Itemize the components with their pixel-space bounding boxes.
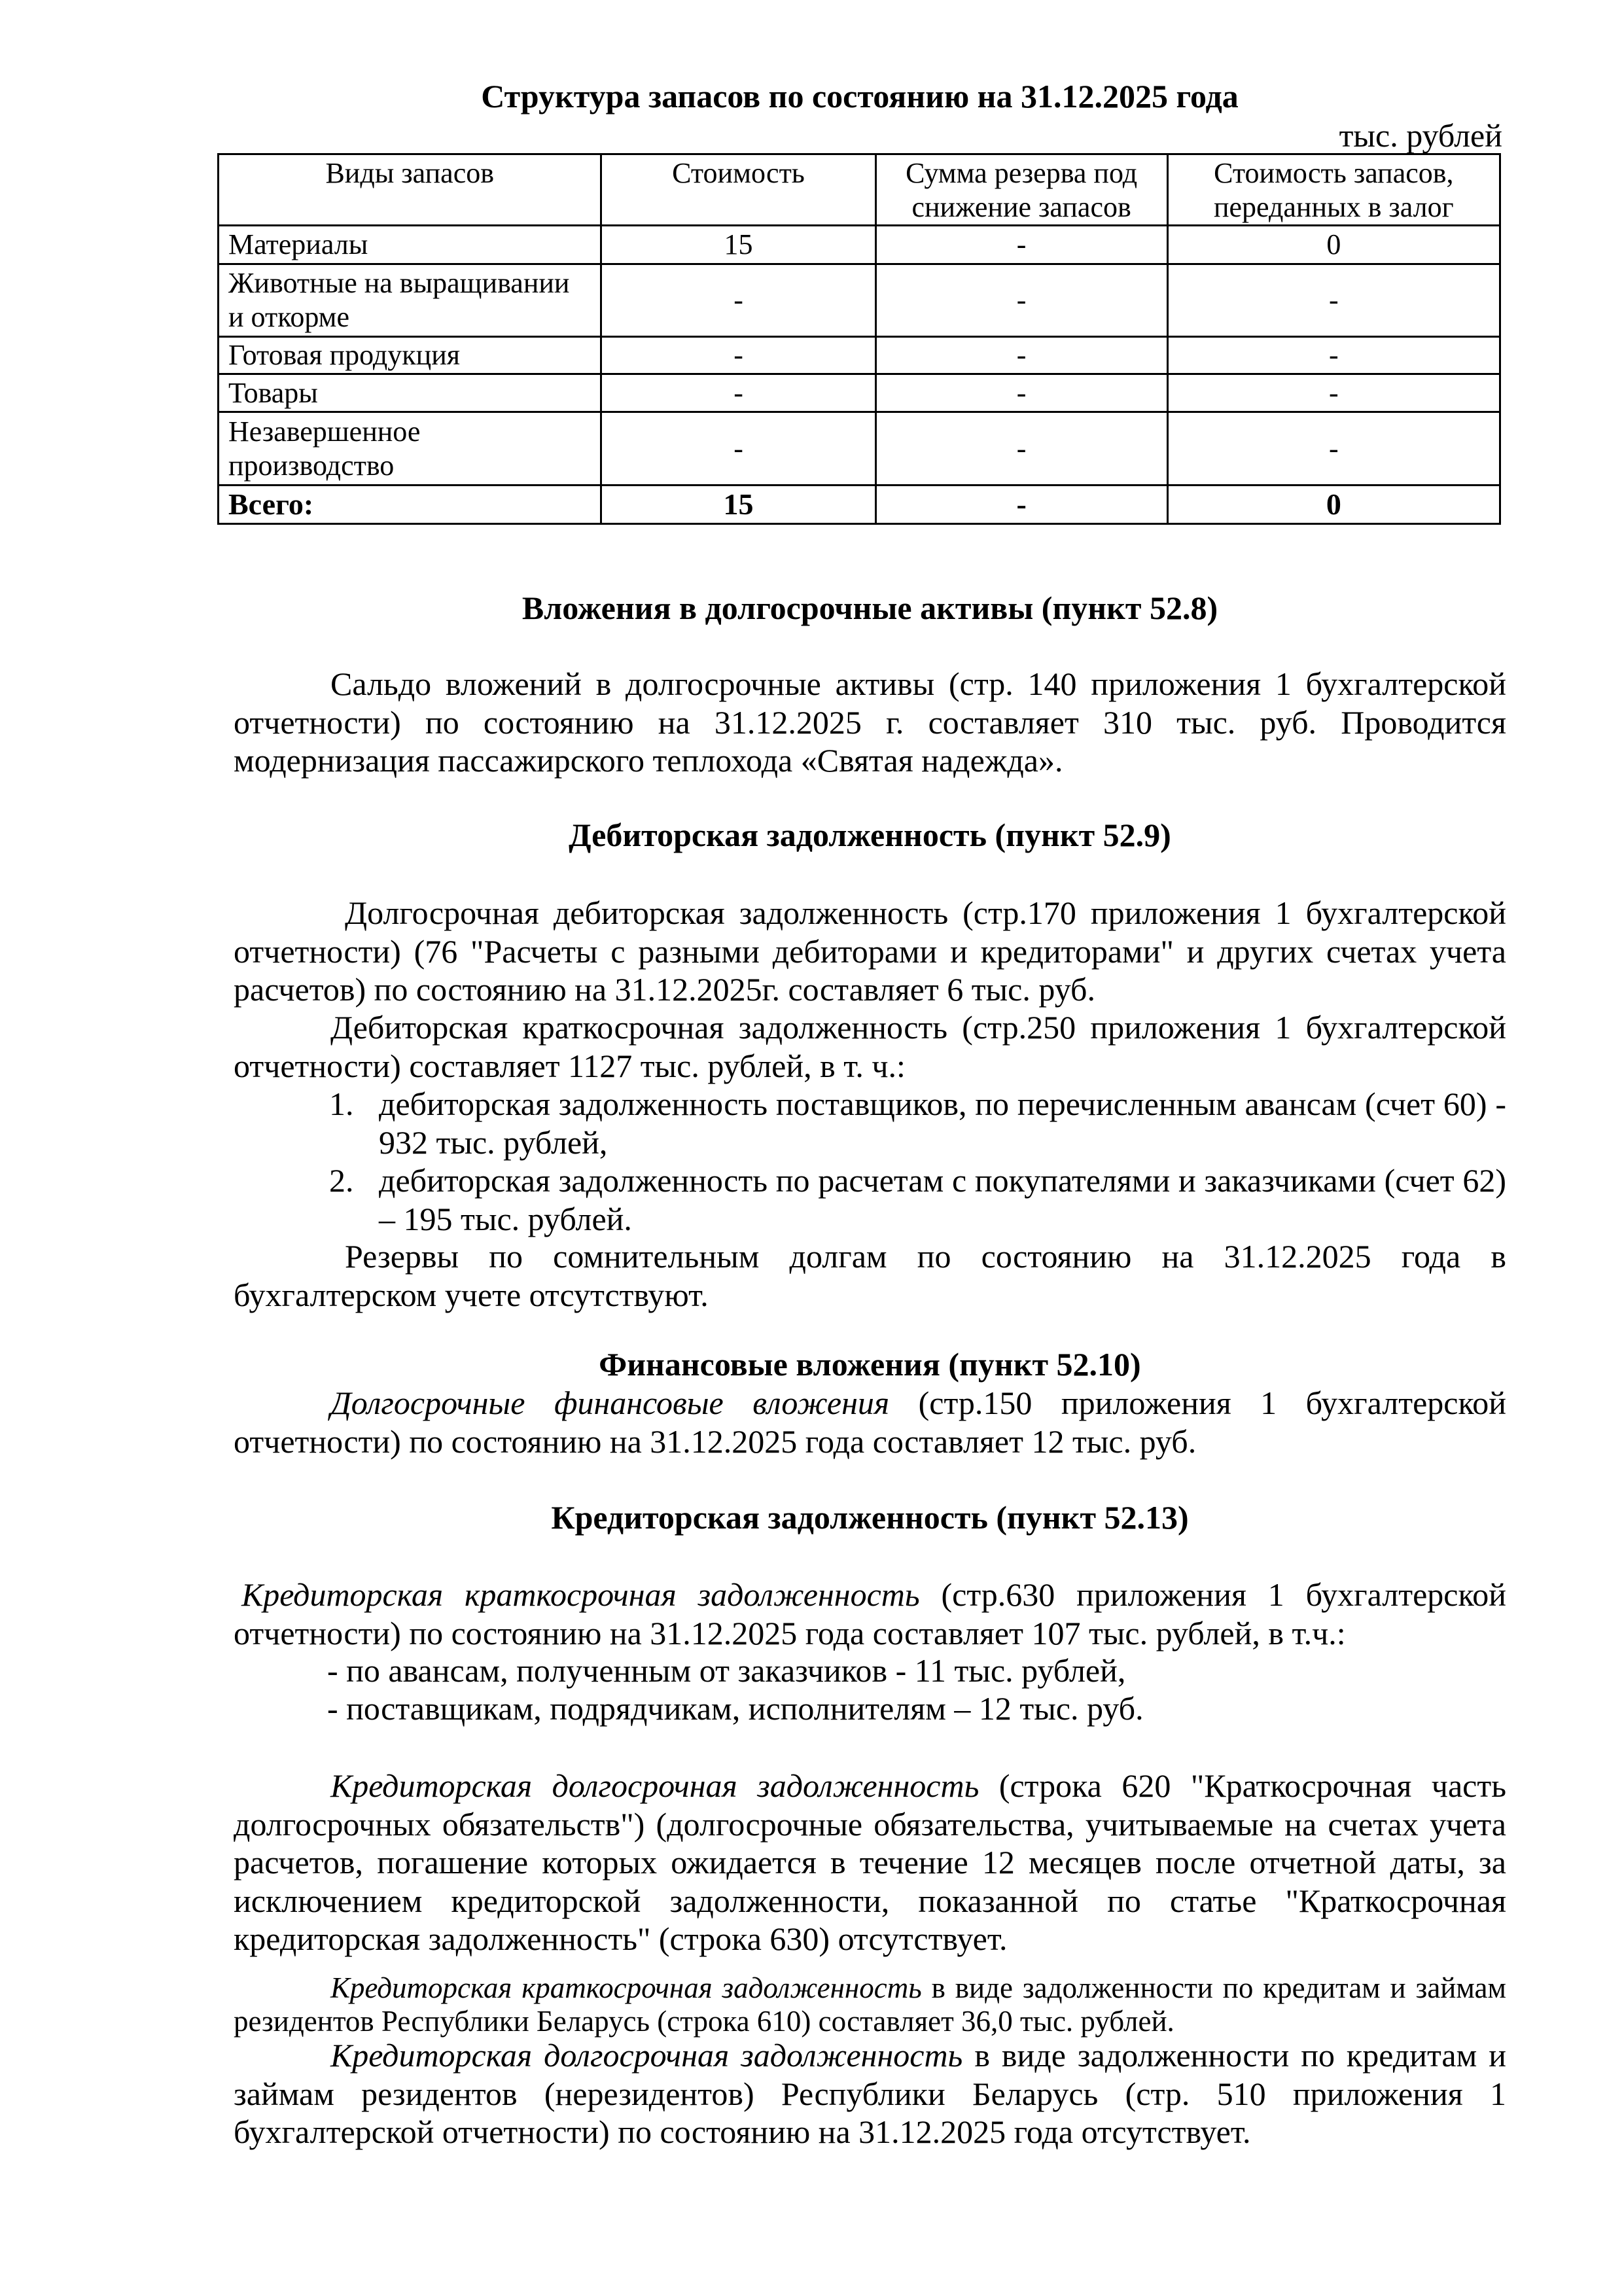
total-pledged: 0 [1167, 486, 1500, 524]
paragraph-text: Долгосрочная дебиторская задолженность (стр.170 приложения 1 бухгалтерской отчетности) (76 "Расчеты с разными дебиторами и кредиторами" и других счетах учета расчетов) по состоянию на 31.12.2025г. составляет 6 тыс. руб. [234, 894, 1506, 1008]
table-total-row [219, 486, 1500, 524]
row-pledged: - [1167, 374, 1500, 412]
paragraph-529-long-term [234, 894, 1506, 1009]
table-header-row [219, 154, 1500, 226]
paragraph-529-reserves [234, 1237, 1506, 1314]
italic-term: Кредиторская краткосрочная задолженность [241, 1576, 920, 1613]
header-cost: Стоимость [601, 154, 875, 226]
row-reserve: - [875, 226, 1167, 264]
paragraph-5213-short-term [234, 1576, 1506, 1652]
header-type: Виды запасов [219, 154, 601, 226]
italic-term: Кредиторская краткосрочная задолженность [330, 1971, 922, 2004]
row-pledged: - [1167, 412, 1500, 486]
total-label: Всего: [219, 486, 601, 524]
paragraph-5213-loans-short [234, 1971, 1506, 2038]
italic-term: Кредиторская долгосрочная задолженность [330, 1767, 980, 1804]
total-reserve: - [875, 486, 1167, 524]
row-reserve: - [875, 337, 1167, 374]
row-reserve: - [875, 412, 1167, 486]
paragraph-5213-loans-long [234, 2036, 1506, 2151]
paragraph-text: в виде задолженности по кредитам и займам резидентов (нерезидентов) Республики Беларусь (стр. 510 приложения 1 бухгалтерской отчетности) по состоянию на 31.12.2025 года отсутствует. [234, 2037, 1506, 2150]
list-number: 1. [329, 1086, 354, 1122]
receivables-list [234, 1085, 1506, 1238]
section-heading-5213: Кредиторская задолженность (пункт 52.13) [551, 1499, 1189, 1536]
row-type: Материалы [219, 226, 601, 264]
row-type: Готовая продукция [219, 337, 601, 374]
paragraph-text: Сальдо вложений в долгосрочные активы (стр. 140 приложения 1 бухгалтерской отчетности) по состоянию на 31.12.2025 г. составляет 310 тыс. руб. Проводится модернизация пассажирского теплохода «Святая надежда». [234, 665, 1506, 779]
list-text: дебиторская задолженность поставщиков, по перечисленным авансам (счет 60) - 932 тыс. рублей, [379, 1086, 1506, 1161]
table-row [219, 412, 1500, 486]
row-cost: - [601, 337, 875, 374]
units-label: тыс. рублей [1339, 117, 1502, 154]
table-row [219, 264, 1500, 337]
row-pledged: - [1167, 264, 1500, 337]
table-row [219, 337, 1500, 374]
inventory-table [217, 153, 1501, 525]
italic-term: Кредиторская долгосрочная задолженность [330, 2037, 963, 2074]
list-item [234, 1161, 1506, 1238]
paragraph-text: (стр.630 приложения 1 бухгалтерской отчетности) по состоянию на 31.12.2025 года составляет 107 тыс. рублей, в т.ч.: [234, 1576, 1506, 1651]
paragraph-528 [234, 665, 1506, 780]
paragraph-text: (строка 620 "Краткосрочная часть долгосрочных обязательств") (долгосрочные обязательства, учитываемые на счетах учета расчетов, погашение которых ожидается в течение 12 месяцев после отчетной даты, за исключением кредиторской задолженности, показанной по статье "Краткосрочная кредиторская задолженность" (строка 630) отсутствует. [234, 1767, 1506, 1957]
paragraph-529-short-term [234, 1008, 1506, 1085]
italic-term: Долгосрочные финансовые вложения [330, 1385, 890, 1421]
row-reserve: - [875, 264, 1167, 337]
paragraph-text: Дебиторская краткосрочная задолженность (стр.250 приложения 1 бухгалтерской отчетности) составляет 1127 тыс. рублей, в т. ч.: [234, 1009, 1506, 1084]
row-cost: - [601, 374, 875, 412]
total-cost: 15 [601, 486, 875, 524]
table-row [219, 226, 1500, 264]
row-cost: 15 [601, 226, 875, 264]
row-reserve: - [875, 374, 1167, 412]
section-heading-528: Вложения в долгосрочные активы (пункт 52.8) [521, 590, 1218, 626]
list-text: дебиторская задолженность по расчетам с покупателями и заказчиками (счет 62) – 195 тыс. рублей. [379, 1162, 1506, 1237]
list-number: 2. [329, 1162, 354, 1199]
section-heading-5210: Финансовые вложения (пункт 52.10) [599, 1346, 1141, 1383]
row-type: Незавершенное производство [219, 412, 601, 486]
paragraph-text: (стр.150 приложения 1 бухгалтерской отчетности) по состоянию на 31.12.2025 года составляет 12 тыс. руб. [234, 1385, 1506, 1460]
inventory-title: Структура запасов по состоянию на 31.12.2025 года [481, 78, 1239, 115]
paragraph-5210 [234, 1384, 1506, 1460]
paragraph-5213-long-term [234, 1767, 1506, 1958]
row-type: Товары [219, 374, 601, 412]
row-pledged: 0 [1167, 226, 1500, 264]
row-pledged: - [1167, 337, 1500, 374]
section-heading-529: Дебиторская задолженность (пункт 52.9) [569, 817, 1171, 853]
table-row [219, 374, 1500, 412]
row-cost: - [601, 412, 875, 486]
paragraph-text: в виде задолженности по кредитам и займам резидентов Республики Беларусь (строка 610) составляет 36,0 тыс. рублей. [234, 1971, 1506, 2038]
list-item [234, 1085, 1506, 1161]
row-type: Животные на выращивании и откорме [219, 264, 601, 337]
paragraph-text: Резервы по сомнительным долгам по состоянию на 31.12.2025 года в бухгалтерском учете отсутствуют. [234, 1238, 1506, 1313]
dash-item: - поставщикам, подрядчикам, исполнителям – 12 тыс. руб. [327, 1690, 1144, 1727]
dash-item: - по авансам, полученным от заказчиков - 11 тыс. рублей, [327, 1652, 1126, 1689]
header-reserve: Сумма резерва под снижение запасов [875, 154, 1167, 226]
row-cost: - [601, 264, 875, 337]
header-pledged: Стоимость запасов, переданных в залог [1167, 154, 1500, 226]
